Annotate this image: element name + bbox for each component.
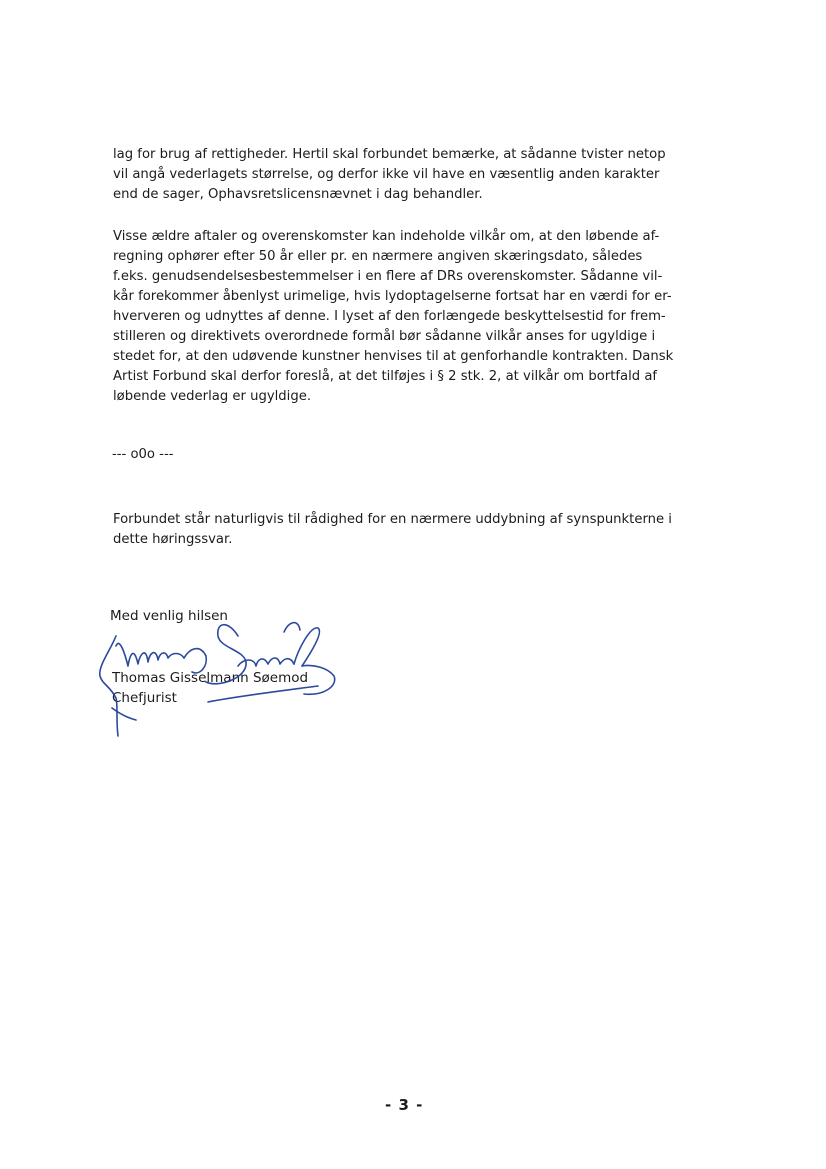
signer-name: Thomas Gisselmann Søemod [112,670,309,686]
paragraph-2 [113,227,693,407]
paragraph-line: end de sager, Ophavsretslicensnævnet i dag behandler. [113,187,483,202]
paragraph-line: hververen og udnyttes af denne. I lyset af den forlængede beskyttelsestid for frem- [113,309,666,324]
paragraph-line: kår forekommer åbenlyst urimelige, hvis lydoptagelserne fortsat har en værdi for er- [113,289,672,304]
paragraph-line: dette høringssvar. [113,532,233,547]
paragraph-line: løbende vederlag er ugyldige. [113,389,312,404]
paragraph-line: f.eks. genudsendelsesbestemmelser i en flere af DRs overenskomster. Sådanne vil- [113,269,663,284]
paragraph-line: Visse ældre aftaler og overenskomster kan indeholde vilkår om, at den løbende af- [113,229,660,244]
paragraph-3 [113,510,693,550]
signer-title: Chefjurist [112,690,177,706]
section-separator: --- o0o --- [112,447,174,462]
paragraph-line: lag for brug af rettigheder. Hertil skal forbundet bemærke, at sådanne tvister netop [113,147,666,162]
paragraph-line: stilleren og direktivets overordnede formål bør sådanne vilkår anses for ugyldige i [113,329,656,344]
paragraph-1 [113,145,693,205]
paragraph-line: regning ophører efter 50 år eller pr. en nærmere angiven skæringsdato, således [113,249,643,264]
paragraph-line: Artist Forbund skal derfor foreslå, at det tilføjes i § 2 stk. 2, at vilkår om bortfald af [113,369,658,384]
page-number: - 3 - [385,1096,424,1114]
closing-greeting: Med venlig hilsen [110,608,228,624]
handwritten-signature [88,606,348,746]
paragraph-line: stedet for, at den udøvende kunstner henvises til at genforhandle kontrakten. Dansk [113,349,674,364]
paragraph-line: Forbundet står naturligvis til rådighed for en nærmere uddybning af synspunkterne i [113,512,672,527]
paragraph-line: vil angå vederlagets størrelse, og derfor ikke vil have en væsentlig anden karakter [113,167,660,182]
